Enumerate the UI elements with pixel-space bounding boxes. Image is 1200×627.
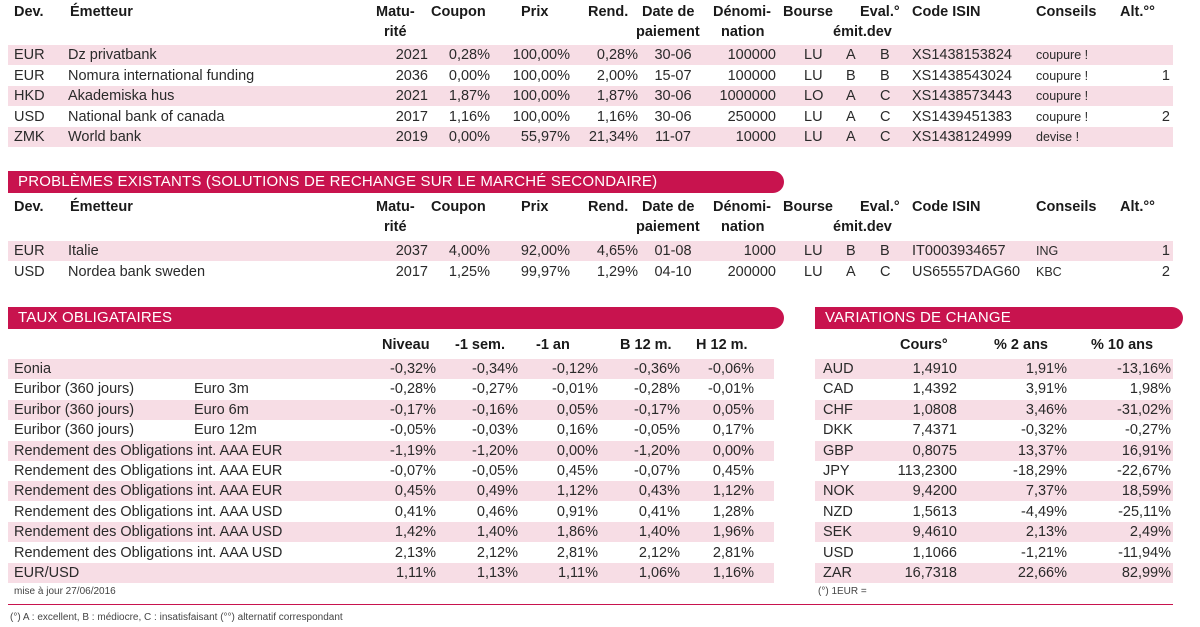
cell-conseils: coupure ! (1036, 48, 1089, 62)
table-row (8, 45, 1173, 65)
hdr2-alt: Alt.°° (1120, 199, 1155, 215)
cell-coupon: 4,00% (448, 243, 490, 259)
cell-eval-emit: B (846, 67, 856, 84)
cell-coupon: 1,25% (448, 263, 490, 280)
cell-niveau: -0,28% (390, 381, 436, 398)
table-row (8, 127, 1173, 147)
cell-h12: 0,00% (712, 442, 754, 459)
cell-conseils: KBC (1036, 264, 1062, 279)
cell-cours: 1,0808 (912, 401, 957, 418)
cell-cours: 1,4392 (912, 381, 957, 398)
cell-label: Rendement des Obligations int. AAA EUR (14, 463, 283, 479)
hdr-b12: B 12 m. (620, 337, 672, 353)
table-row (8, 522, 774, 542)
cell-var-2ans: -18,29% (1012, 463, 1067, 479)
cell-an: 0,00% (556, 442, 598, 459)
cell-niveau: 2,13% (394, 544, 436, 561)
hdr-emetteur: Émetteur (70, 4, 133, 20)
table-row (8, 241, 1173, 261)
cell-eval-dev: C (880, 263, 891, 280)
table-row (815, 400, 1173, 420)
table-row (8, 502, 774, 522)
hdr2-denom: Dénomi- (713, 199, 771, 215)
hdr-matu2: rité (384, 24, 407, 40)
cell-b12: -1,20% (634, 442, 680, 459)
cell-b12: 1,40% (638, 524, 680, 541)
cell-bourse: LU (804, 67, 823, 84)
cell-sem: 0,46% (476, 503, 518, 520)
cell-eval-dev: B (880, 243, 890, 259)
cell-eval-dev: C (880, 129, 891, 145)
cell-rendement: 0,28% (596, 47, 638, 63)
section-title-problemes: PROBLÈMES EXISTANTS (SOLUTIONS DE RECHANGE SUR LE MARCHÉ SECONDAIRE) (8, 171, 784, 193)
cell-an: 0,45% (556, 463, 598, 479)
cell-denomination: 250000 (727, 108, 776, 125)
cell-isin: XS1438543024 (912, 67, 1012, 84)
cell-an: 0,16% (556, 422, 598, 439)
cell-date-paiement: 01-08 (654, 243, 692, 259)
cell-var-2ans: 13,37% (1017, 442, 1067, 459)
cell-h12: 0,17% (712, 422, 754, 439)
cell-label: Rendement des Obligations int. AAA EUR (14, 483, 283, 500)
cell-rendement: 4,65% (596, 243, 638, 259)
hdr2-isin: Code ISIN (912, 199, 981, 215)
footer-divider (8, 604, 1173, 605)
table-row (8, 359, 774, 379)
cell-currency: ZAR (823, 565, 852, 581)
cell-sem: -0,05% (472, 463, 518, 479)
cell-coupon: 1,87% (448, 88, 490, 104)
change-note: (°) 1EUR = (818, 586, 867, 597)
cell-maturite: 2037 (395, 243, 428, 259)
cell-rendement: 2,00% (596, 67, 638, 84)
cell-conseils: coupure ! (1036, 109, 1089, 124)
cell-label: Euribor (360 jours) (14, 381, 135, 398)
cell-isin: XS1439451383 (912, 108, 1012, 125)
cell-maturite: 2021 (395, 88, 428, 104)
cell-b12: 1,06% (638, 565, 680, 581)
cell-var-10ans: -13,16% (1116, 361, 1171, 377)
taux-note: mise à jour 27/06/2016 (14, 586, 116, 597)
hdr-cours: Cours° (900, 337, 948, 353)
section-title-change: VARIATIONS DE CHANGE (815, 307, 1183, 329)
cell-currency: GBP (823, 442, 854, 459)
hdr-matu: Matu- (376, 4, 415, 20)
hdr-prix: Prix (521, 4, 549, 20)
cell-var-10ans: 1,98% (1129, 381, 1171, 398)
cell-rendement: 1,87% (596, 88, 638, 104)
cell-niveau: 1,11% (395, 565, 436, 581)
cell-sem: -1,20% (472, 442, 518, 459)
table-row (815, 420, 1173, 440)
table-row (815, 441, 1173, 461)
table-row (815, 461, 1173, 481)
hdr-bourse: Bourse (783, 4, 833, 20)
cell-isin: IT0003934657 (912, 243, 1006, 259)
cell-prix: 100,00% (512, 108, 570, 125)
cell-eval-emit: A (846, 108, 856, 125)
cell-maturite: 2019 (395, 129, 428, 145)
cell-cours: 0,8075 (912, 442, 957, 459)
cell-date-paiement: 15-07 (654, 67, 692, 84)
cell-niveau: -0,05% (390, 422, 436, 439)
cell-currency: USD (823, 544, 854, 561)
cell-var-2ans: 2,13% (1025, 524, 1067, 541)
cell-h12: 1,12% (712, 483, 754, 500)
cell-rendement: 1,16% (596, 108, 638, 125)
hdr2-date: Date de (642, 199, 695, 215)
cell-conseils: coupure ! (1036, 68, 1089, 83)
table-row (815, 543, 1173, 563)
cell-sem: -0,34% (472, 361, 518, 377)
cell-label: Eonia (14, 361, 52, 377)
table-row (815, 379, 1173, 399)
cell-emetteur: Nordea bank sweden (68, 263, 206, 280)
cell-sem: -0,27% (472, 381, 518, 398)
cell-var-2ans: 7,37% (1025, 483, 1067, 500)
cell-eval-emit: A (846, 47, 856, 63)
hdr-alt: Alt.°° (1120, 4, 1155, 20)
cell-bourse: LU (804, 47, 823, 63)
table-row (8, 379, 774, 399)
cell-h12: 1,28% (712, 503, 754, 520)
cell-var-10ans: 2,49% (1129, 524, 1171, 541)
hdr2-emitdev: émit.dev (833, 219, 892, 235)
cell-conseils: devise ! (1036, 130, 1080, 144)
cell-emetteur: Nomura international funding (68, 67, 255, 84)
cell-prix: 99,97% (520, 263, 570, 280)
cell-currency: CHF (823, 401, 853, 418)
table-row (815, 563, 1173, 583)
cell-b12: -0,36% (634, 361, 680, 377)
hdr-coupon: Coupon (431, 4, 486, 20)
cell-prix: 100,00% (512, 67, 570, 84)
cell-date-paiement: 30-06 (654, 108, 692, 125)
cell-denomination: 10000 (735, 129, 776, 145)
hdr2-conseils: Conseils (1036, 199, 1097, 215)
cell-coupon: 1,16% (448, 108, 490, 125)
cell-currency: DKK (823, 422, 853, 439)
cell-dev: USD (14, 108, 45, 125)
cell-var-10ans: -22,67% (1116, 463, 1171, 479)
hdr-eval: Eval.° (860, 4, 900, 20)
table-row (815, 481, 1173, 501)
cell-h12: -0,01% (708, 381, 754, 398)
cell-label: Rendement des Obligations int. AAA EUR (14, 442, 283, 459)
cell-cours: 113,2300 (897, 463, 957, 479)
cell-label: Rendement des Obligations int. AAA USD (14, 544, 283, 561)
cell-denomination: 100000 (727, 67, 776, 84)
cell-b12: 0,41% (638, 503, 680, 520)
cell-niveau: 0,41% (394, 503, 436, 520)
table-row (815, 359, 1173, 379)
cell-isin: XS1438124999 (912, 129, 1012, 145)
cell-emetteur: Dz privatbank (68, 47, 157, 63)
cell-b12: -0,05% (634, 422, 680, 439)
hdr-dev: Dev. (14, 4, 44, 20)
cell-bourse: LU (804, 108, 823, 125)
cell-alt: 2 (1161, 108, 1170, 125)
cell-coupon: 0,28% (448, 47, 490, 63)
cell-h12: 0,45% (712, 463, 754, 479)
cell-niveau: 1,42% (394, 524, 436, 541)
cell-alt: 1 (1161, 67, 1170, 84)
cell-eval-dev: B (880, 47, 890, 63)
cell-rendement: 21,34% (588, 129, 638, 145)
cell-var-10ans: -11,94% (1118, 544, 1171, 561)
cell-alt: 1 (1161, 243, 1170, 259)
hdr-v2: % 2 ans (994, 337, 1048, 353)
cell-prix: 100,00% (512, 47, 570, 63)
cell-an: 1,12% (556, 483, 598, 500)
hdr2-dev: Dev. (14, 199, 44, 215)
hdr-conseils: Conseils (1036, 4, 1097, 20)
cell-sublabel: Euro 12m (194, 422, 257, 439)
cell-emetteur: World bank (68, 129, 142, 145)
cell-date-paiement: 30-06 (654, 47, 692, 63)
cell-eval-emit: B (846, 243, 856, 259)
cell-niveau: -0,32% (390, 361, 436, 377)
hdr2-matu: Matu- (376, 199, 415, 215)
table-row (8, 420, 774, 440)
cell-dev: EUR (14, 67, 45, 84)
cell-maturite: 2021 (395, 47, 428, 63)
cell-var-10ans: -31,02% (1116, 401, 1171, 418)
cell-var-2ans: -1,21% (1021, 544, 1067, 561)
cell-cours: 16,7318 (904, 565, 957, 581)
cell-var-2ans: 3,46% (1025, 401, 1067, 418)
cell-b12: -0,28% (634, 381, 680, 398)
cell-var-10ans: -25,11% (1118, 503, 1171, 520)
cell-denomination: 100000 (727, 47, 776, 63)
cell-cours: 9,4200 (912, 483, 957, 500)
cell-dev: ZMK (14, 129, 45, 145)
cell-h12: 0,05% (712, 401, 754, 418)
cell-label: Rendement des Obligations int. AAA USD (14, 503, 283, 520)
table-row (8, 86, 1173, 106)
hdr-emitdev: émit.dev (833, 24, 892, 40)
cell-eval-dev: C (880, 108, 891, 125)
cell-currency: SEK (823, 524, 853, 541)
cell-currency: AUD (823, 361, 854, 377)
cell-bourse: LU (804, 129, 823, 145)
cell-maturite: 2017 (395, 263, 428, 280)
cell-an: 0,05% (556, 401, 598, 418)
cell-conseils: ING (1036, 244, 1059, 258)
cell-dev: EUR (14, 243, 45, 259)
cell-maturite: 2036 (395, 67, 428, 84)
cell-dev: EUR (14, 47, 45, 63)
cell-var-2ans: 1,91% (1025, 361, 1067, 377)
hdr-isin: Code ISIN (912, 4, 981, 20)
hdr-sem: -1 sem. (455, 337, 505, 353)
section-title-taux: TAUX OBLIGATAIRES (8, 307, 784, 329)
cell-date-paiement: 11-07 (654, 129, 691, 145)
cell-b12: -0,17% (634, 401, 680, 418)
footnote: (°) A : excellent, B : médiocre, C : insatisfaisant (°°) alternatif correspondant (10, 612, 343, 623)
cell-bourse: LO (804, 88, 824, 104)
table-row (8, 563, 774, 583)
cell-cours: 9,4610 (912, 524, 957, 541)
hdr-date2: paiement (636, 24, 700, 40)
cell-var-10ans: 16,91% (1121, 442, 1171, 459)
cell-b12: 2,12% (638, 544, 680, 561)
table-row (8, 107, 1173, 127)
cell-sublabel: Euro 6m (194, 401, 249, 418)
cell-var-2ans: -0,32% (1021, 422, 1067, 439)
cell-eval-emit: A (846, 263, 856, 280)
cell-h12: 1,96% (712, 524, 754, 541)
table-row (815, 522, 1173, 542)
hdr2-eval: Eval.° (860, 199, 900, 215)
cell-currency: NZD (823, 503, 853, 520)
cell-cours: 1,1066 (912, 544, 957, 561)
cell-eval-emit: A (846, 88, 856, 104)
cell-cours: 7,4371 (912, 422, 957, 439)
hdr2-matu2: rité (384, 219, 407, 235)
cell-var-10ans: -0,27% (1125, 422, 1171, 439)
cell-date-paiement: 30-06 (654, 88, 692, 104)
cell-eval-dev: C (880, 88, 891, 104)
cell-var-10ans: 18,59% (1121, 483, 1171, 500)
hdr-h12: H 12 m. (696, 337, 748, 353)
cell-bourse: LU (804, 263, 823, 280)
cell-denomination: 1000000 (719, 88, 776, 104)
table-row (8, 66, 1173, 86)
hdr2-date2: paiement (636, 219, 700, 235)
cell-sublabel: Euro 3m (194, 381, 249, 398)
table-row (8, 262, 1173, 282)
table-row (8, 400, 774, 420)
cell-sem: -0,03% (472, 422, 518, 439)
hdr2-denom2: nation (721, 219, 765, 235)
cell-isin: XS1438573443 (912, 88, 1012, 104)
cell-conseils: coupure ! (1036, 89, 1089, 103)
cell-var-10ans: 82,99% (1121, 565, 1171, 581)
cell-h12: 1,16% (712, 565, 754, 581)
table-row (8, 441, 774, 461)
cell-bourse: LU (804, 243, 823, 259)
cell-isin: XS1438153824 (912, 47, 1012, 63)
hdr2-bourse: Bourse (783, 199, 833, 215)
cell-emetteur: Italie (68, 243, 99, 259)
cell-label: Euribor (360 jours) (14, 422, 135, 439)
cell-maturite: 2017 (395, 108, 428, 125)
hdr-denom: Dénomi- (713, 4, 771, 20)
cell-sem: -0,16% (472, 401, 518, 418)
cell-denomination: 200000 (727, 263, 776, 280)
cell-sem: 0,49% (476, 483, 518, 500)
table-row (8, 481, 774, 501)
cell-b12: 0,43% (638, 483, 680, 500)
table-row (8, 543, 774, 563)
cell-an: 0,91% (556, 503, 598, 520)
hdr2-emetteur: Émetteur (70, 199, 133, 215)
cell-prix: 55,97% (520, 129, 570, 145)
cell-an: 2,81% (556, 544, 598, 561)
cell-coupon: 0,00% (448, 67, 490, 84)
cell-sem: 1,40% (476, 524, 518, 541)
hdr-rend: Rend. (588, 4, 629, 20)
cell-rendement: 1,29% (596, 263, 638, 280)
cell-currency: JPY (823, 463, 850, 479)
cell-niveau: -0,17% (390, 401, 436, 418)
hdr2-rend: Rend. (588, 199, 629, 215)
cell-an: -0,01% (552, 381, 598, 398)
cell-sem: 2,12% (476, 544, 518, 561)
hdr-an: -1 an (536, 337, 570, 353)
hdr-date: Date de (642, 4, 695, 20)
cell-isin: US65557DAG60 (912, 263, 1021, 280)
cell-label: EUR/USD (14, 565, 80, 581)
cell-niveau: -1,19% (390, 442, 436, 459)
cell-h12: 2,81% (712, 544, 754, 561)
cell-eval-dev: B (880, 67, 890, 84)
cell-an: 1,11% (557, 565, 598, 581)
cell-coupon: 0,00% (448, 129, 490, 145)
cell-prix: 92,00% (520, 243, 570, 259)
cell-cours: 1,4910 (912, 361, 957, 377)
cell-emetteur: National bank of canada (68, 108, 225, 125)
cell-eval-emit: A (846, 129, 856, 145)
cell-niveau: -0,07% (390, 463, 436, 479)
hdr-denom2: nation (721, 24, 765, 40)
cell-currency: NOK (823, 483, 855, 500)
cell-h12: -0,06% (708, 361, 754, 377)
hdr2-prix: Prix (521, 199, 549, 215)
cell-denomination: 1000 (743, 243, 776, 259)
cell-var-2ans: -4,49% (1021, 503, 1067, 520)
table-row (815, 502, 1173, 522)
cell-dev: USD (14, 263, 45, 280)
cell-sem: 1,13% (476, 565, 518, 581)
cell-var-2ans: 22,66% (1017, 565, 1067, 581)
cell-currency: CAD (823, 381, 854, 398)
cell-cours: 1,5613 (912, 503, 957, 520)
cell-label: Rendement des Obligations int. AAA USD (14, 524, 283, 541)
cell-date-paiement: 04-10 (654, 263, 692, 280)
table-row (8, 461, 774, 481)
cell-emetteur: Akademiska hus (68, 88, 175, 104)
cell-label: Euribor (360 jours) (14, 401, 135, 418)
cell-dev: HKD (14, 88, 45, 104)
cell-an: 1,86% (556, 524, 598, 541)
hdr-v10: % 10 ans (1091, 337, 1154, 353)
hdr2-coupon: Coupon (431, 199, 486, 215)
cell-an: -0,12% (552, 361, 598, 377)
cell-niveau: 0,45% (394, 483, 436, 500)
cell-prix: 100,00% (512, 88, 570, 104)
hdr-niveau: Niveau (382, 337, 430, 353)
cell-b12: -0,07% (634, 463, 680, 479)
cell-alt: 2 (1161, 263, 1170, 280)
cell-var-2ans: 3,91% (1025, 381, 1067, 398)
